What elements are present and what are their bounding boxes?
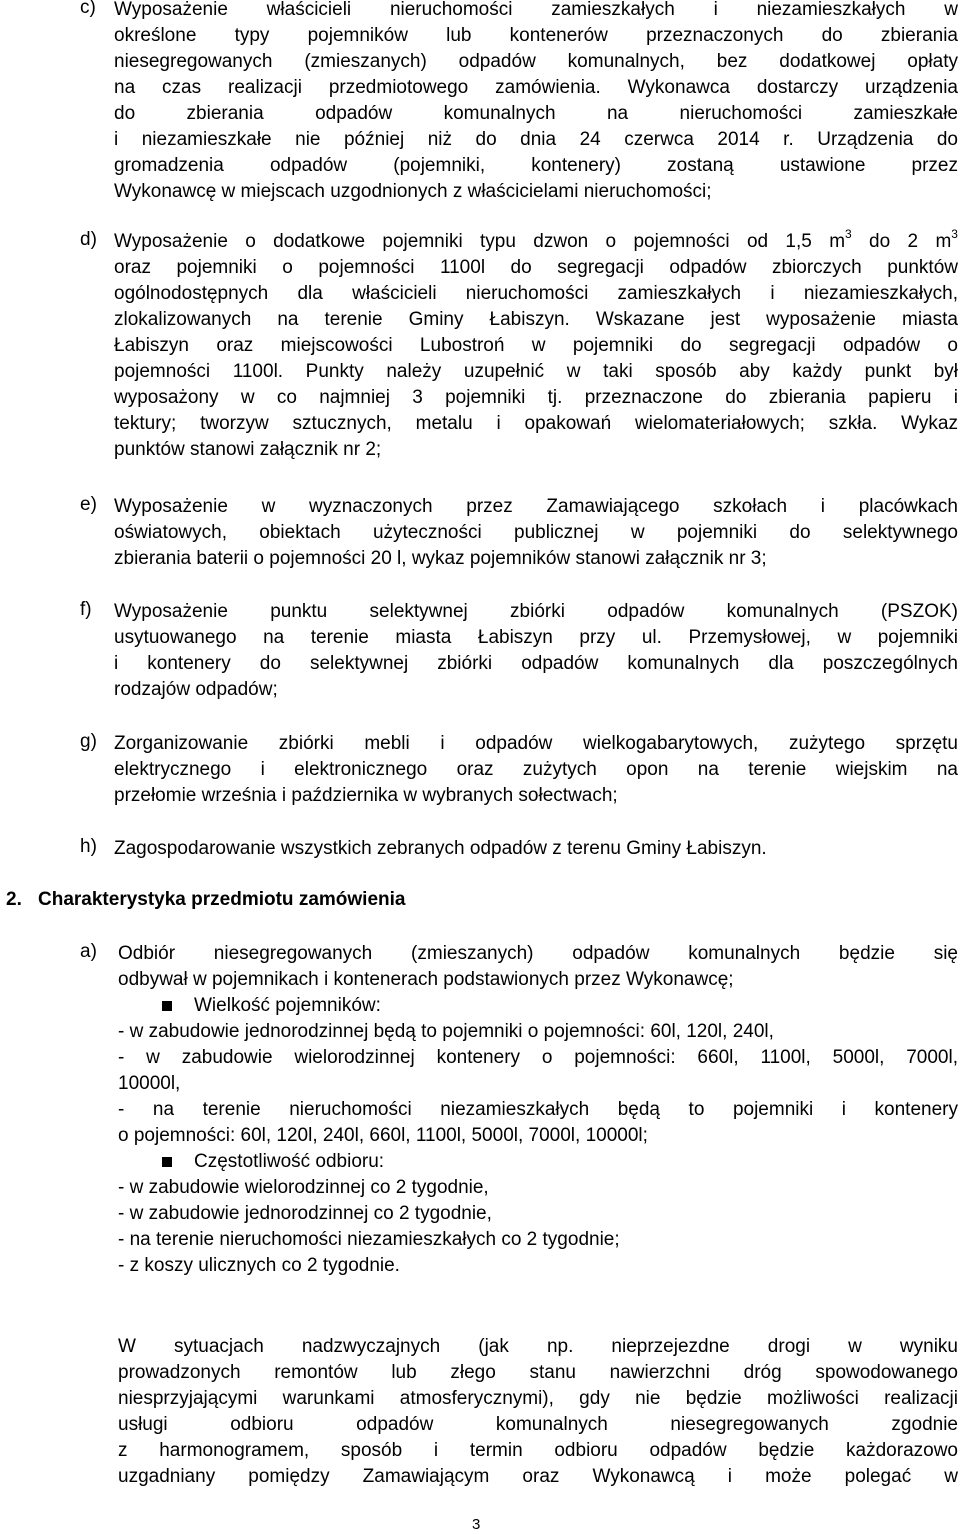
list-item-g <box>70 731 958 809</box>
paragraph-text <box>118 1334 958 1490</box>
text-line: - na terenie nieruchomości niezamieszkałych co 2 tygodnie; <box>118 1229 620 1250</box>
page-number: 3 <box>472 1516 481 1533</box>
list-item-e <box>70 494 958 572</box>
list-item-text <box>114 836 958 862</box>
text-segment: Wyposażenie o dodatkowe pojemniki typu dzwon o pojemności od 1,5 m <box>114 231 846 252</box>
text-line: - na terenie nieruchomości niezamieszkałych będą to pojemniki i kontenery <box>118 1099 958 1120</box>
text-line: uzgadniany pomiędzy Zamawiającym oraz Wykonawcą i może polegać w <box>118 1466 958 1487</box>
text-line: przełomie września i października w wybranych sołectwach; <box>114 785 618 806</box>
superscript: 3 <box>845 226 852 241</box>
text-line: Odbiór niesegregowanych (zmieszanych) odpadów komunalnych będzie się <box>118 943 958 964</box>
text-line: tektury; tworzyw sztucznych, metalu i opakowań wielomateriałowych; szkła. Wykaz <box>114 413 958 434</box>
text-line: rodzajów odpadów; <box>114 679 278 700</box>
list-label: h) <box>80 836 97 857</box>
subsection-text <box>118 941 958 1279</box>
text-line: usługi odbioru odpadów komunalnych niesegregowanych zgodnie <box>118 1414 958 1435</box>
subsection-a <box>80 941 958 1279</box>
text-line: niesegregowanych (zmieszanych) odpadów komunalnych, bez dodatkowej opłaty <box>114 51 958 72</box>
text-line: pojemności 1100l. Punkty należy uzupełnić w taki sposób aby każdy punkt był <box>114 361 958 382</box>
square-bullet-icon <box>162 1001 172 1011</box>
list-item-c <box>70 0 958 205</box>
list-item-text <box>114 731 958 809</box>
list-item-h <box>70 836 958 862</box>
text-line: wyposażony w co najmniej 3 pojemniki tj. przeznaczone do zbierania papieru i <box>114 387 958 408</box>
text-line: Łabiszyn oraz miejscowości Lubostroń w pojemniki do segregacji odpadów o <box>114 335 958 356</box>
text-line: elektrycznego i elektronicznego oraz zużytych opon na terenie wiejskim na <box>114 759 958 780</box>
text-line: Wyposażenie punktu selektywnej zbiórki odpadów komunalnych (PSZOK) <box>114 601 958 622</box>
text-line: gromadzenia odpadów (pojemniki, kontenery) zostaną ustawione przez <box>114 155 958 176</box>
list-item-text <box>114 0 958 205</box>
list-label: a) <box>80 941 97 962</box>
list-item-d <box>70 226 958 463</box>
square-bullet-icon <box>162 1157 172 1167</box>
list-item-f <box>70 599 958 703</box>
list-label: e) <box>80 494 97 515</box>
section-title: Charakterystyka przedmiotu zamówienia <box>38 889 406 910</box>
text-line: W sytuacjach nadzwyczajnych (jak np. nieprzejezdne drogi w wyniku <box>118 1336 958 1357</box>
bullet-item <box>118 1149 958 1175</box>
list-label: d) <box>80 229 97 250</box>
text-line: 10000l, <box>118 1073 181 1094</box>
text-line: niesprzyjającymi warunkami atmosferycznymi), gdy nie będzie możliwości realizacji <box>118 1388 958 1409</box>
section-number: 2. <box>6 889 22 910</box>
text-line: Wyposażenie właścicieli nieruchomości zamieszkałych i niezamieszkałych w <box>114 0 958 20</box>
text-line: ogólnodostępnych dla właścicieli nieruchomości zamieszkałych i niezamieszkałych, <box>114 283 958 304</box>
superscript: 3 <box>951 226 958 241</box>
text-line: określone typy pojemników lub kontenerów przeznaczonych do zbierania <box>114 25 958 46</box>
text-line: - z koszy ulicznych co 2 tygodnie. <box>118 1255 400 1276</box>
text-line: Wykonawcę w miejscach uzgodnionych z właścicielami nieruchomości; <box>114 181 712 202</box>
list-label: g) <box>80 731 97 752</box>
text-line: i kontenery do selektywnej zbiórki odpadów komunalnych dla poszczególnych <box>114 653 958 674</box>
text-line: do zbierania odpadów komunalnych na nieruchomości zamieszkałe <box>114 103 958 124</box>
text-line: z harmonogramem, sposób i termin odbioru odpadów będzie każdorazowo <box>118 1440 958 1461</box>
text-line: oświatowych, obiektach użyteczności publicznej w pojemniki do selektywnego <box>114 522 958 543</box>
text-line: oraz pojemniki o pojemności 1100l do segregacji odpadów zbiorczych punktów <box>114 257 958 278</box>
list-label: f) <box>80 599 92 620</box>
text-line: Wyposażenie w wyznaczonych przez Zamawiającego szkołach i placówkach <box>114 496 958 517</box>
list-item-text <box>114 494 958 572</box>
bullet-label: Wielkość pojemników: <box>194 995 381 1016</box>
list-label: c) <box>80 0 96 18</box>
list-item-text <box>114 226 958 463</box>
text-line <box>114 226 958 255</box>
text-segment: do 2 m <box>851 231 952 252</box>
text-line: zbierania baterii o pojemności 20 l, wykaz pojemników stanowi załącznik nr 3; <box>114 548 767 569</box>
text-line: o pojemności: 60l, 120l, 240l, 660l, 1100l, 5000l, 7000l, 10000l; <box>118 1125 648 1146</box>
text-line: Zorganizowanie zbiórki mebli i odpadów wielkogabarytowych, zużytego sprzętu <box>114 733 958 754</box>
text-line: Zagospodarowanie wszystkich zebranych odpadów z terenu Gminy Łabiszyn. <box>114 838 767 859</box>
text-line: zlokalizowanych na terenie Gminy Łabiszyn. Wskazane jest wyposażenie miasta <box>114 309 958 330</box>
text-line: usytuowanego na terenie miasta Łabiszyn przy ul. Przemysłowej, w pojemniki <box>114 627 958 648</box>
text-line: na czas realizacji przedmiotowego zamówienia. Wykonawca dostarczy urządzenia <box>114 77 958 98</box>
list-item-text <box>114 599 958 703</box>
bullet-label: Częstotliwość odbioru: <box>194 1151 385 1172</box>
bullet-item <box>118 993 958 1019</box>
paragraph <box>80 1334 958 1490</box>
text-line: punktów stanowi załącznik nr 2; <box>114 439 382 460</box>
text-line: odbywał w pojemnikach i kontenerach podstawionych przez Wykonawcę; <box>118 969 734 990</box>
text-line: prowadzonych remontów lub złego stanu nawierzchni dróg spowodowanego <box>118 1362 958 1383</box>
text-line: - w zabudowie jednorodzinnej będą to pojemniki o pojemności: 60l, 120l, 240l, <box>118 1021 774 1042</box>
text-line: - w zabudowie jednorodzinnej co 2 tygodnie, <box>118 1203 492 1224</box>
text-line: - w zabudowie wielorodzinnej kontenery o pojemności: 660l, 1100l, 5000l, 7000l, <box>118 1047 958 1068</box>
text-line: - w zabudowie wielorodzinnej co 2 tygodnie, <box>118 1177 489 1198</box>
section-heading <box>6 887 405 913</box>
text-line: i niezamieszkałe nie później niż do dnia 24 czerwca 2014 r. Urządzenia do <box>114 129 958 150</box>
